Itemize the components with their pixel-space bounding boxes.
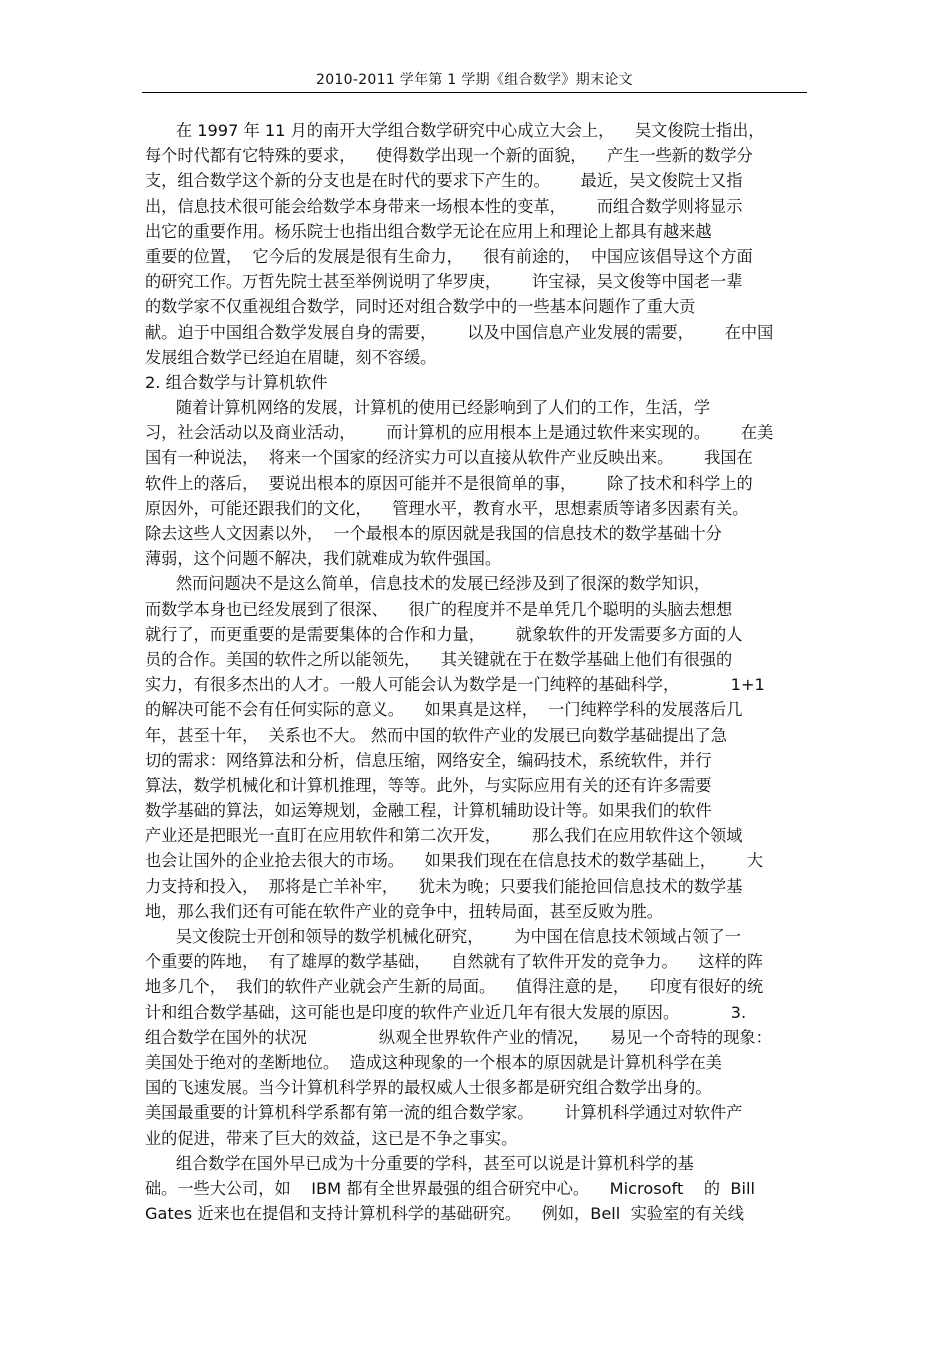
text-line: 的研究工作。万哲先院士甚至举例说明了华罗庚， 许宝禄，吴文俊等中国老一辈 bbox=[145, 272, 743, 292]
text-line: 每个时代都有它特殊的要求， 使得数学出现一个新的面貌， 产生一些新的数学分 bbox=[145, 146, 753, 166]
text-line: 员的合作。美国的软件之所以能领先， 其关键就在于在数学基础上他们有很强的 bbox=[145, 649, 733, 669]
text-line: 支，组合数学这个新的分支也是在时代的要求下产生的。 最近，吴文俊院士又指 bbox=[145, 171, 743, 191]
text-line: 出，信息技术很可能会给数学本身带来一场根本性的变革， 而组合数学则将显示 bbox=[145, 196, 743, 216]
text-line: 原因外，可能还跟我们的文化， 管理水平，教育水平，思想素质等诸多因素有关。 bbox=[145, 498, 749, 518]
text-line: Gates 近来也在提倡和支持计算机科学的基础研究。 例如，Bell 实验室的有关线 bbox=[145, 1204, 744, 1224]
text-line: 2. 组合数学与计算机软件 bbox=[145, 372, 328, 392]
text-line: 美国最重要的计算机科学系都有第一流的组合数学家。 计算机科学通过对软件产 bbox=[145, 1103, 743, 1123]
header-rule bbox=[142, 92, 807, 93]
text-line: 地，那么我们还有可能在软件产业的竞争中，扭转局面，甚至反败为胜。 bbox=[145, 901, 663, 921]
text-line: 年，甚至十年， 关系也不大。 然而中国的软件产业的发展已向数学基础提出了急 bbox=[145, 725, 727, 745]
text-line: 软件上的落后， 要说出根本的原因可能并不是很简单的事， 除了技术和科学上的 bbox=[145, 473, 753, 493]
text-line: 个重要的阵地， 有了雄厚的数学基础， 自然就有了软件开发的竞争力。 这样的阵 bbox=[145, 952, 764, 972]
text-line: 力支持和投入， 那将是亡羊补牢， 犹未为晚；只要我们能抢回信息技术的数学基 bbox=[145, 876, 743, 896]
page-header: 2010-2011 学年第 1 学期《组合数学》期末论文 bbox=[316, 72, 633, 88]
text-line: 也会让国外的企业抢去很大的市场。 如果我们现在在信息技术的数学基础上， 大 bbox=[145, 851, 764, 871]
text-line: 国有一种说法， 将来一个国家的经济实力可以直接从软件产业反映出来。 我国在 bbox=[145, 448, 753, 468]
text-line: 算法，数学机械化和计算机推理，等等。此外，与实际应用有关的还有许多需要 bbox=[145, 775, 712, 795]
text-line: 随着计算机网络的发展，计算机的使用已经影响到了人们的工作，生活，学 bbox=[145, 398, 711, 418]
text-line: 国的飞速发展。当今计算机科学界的最权威人士很多都是研究组合数学出身的。 bbox=[145, 1078, 712, 1098]
text-line: 美国处于绝对的垄断地位。 造成这种现象的一个根本的原因就是计算机科学在美 bbox=[145, 1052, 722, 1072]
text-line: 薄弱，这个问题不解决，我们就难成为软件强国。 bbox=[145, 549, 502, 569]
text-line: 重要的位置， 它今后的发展是很有生命力， 很有前途的， 中国应该倡导这个方面 bbox=[145, 246, 753, 266]
text-line: 在 1997 年 11 月的南开大学组合数学研究中心成立大会上， 吴文俊院士指出， bbox=[145, 121, 765, 140]
text-line: 计和组合数学基础，这可能也是印度的软件产业近几年有很大发展的原因。 3. bbox=[145, 1002, 747, 1022]
text-line: 除去这些人文因素以外， 一个最根本的原因就是我国的信息技术的数学基础十分 bbox=[145, 524, 722, 543]
text-line: 组合数学在国外早已成为十分重要的学科，甚至可以说是计算机科学的基 bbox=[145, 1153, 694, 1173]
text-line: 出它的重要作用。杨乐院士也指出组合数学无论在应用上和理论上都具有越来越 bbox=[145, 221, 712, 241]
text-line: 切的需求：网络算法和分析，信息压缩，网络安全，编码技术，系统软件，并行 bbox=[145, 750, 712, 770]
text-line: 就行了，而更重要的是需要集体的合作和力量， 就象软件的开发需要多方面的人 bbox=[145, 624, 743, 644]
text-line: 产业还是把眼光一直盯在应用软件和第二次开发， 那么我们在应用软件这个领域 bbox=[145, 826, 743, 846]
text-line: 的数学家不仅重视组合数学，同时还对组合数学中的一些基本问题作了重大贡 bbox=[145, 297, 696, 317]
text-line: 数学基础的算法，如运筹规划，金融工程，计算机辅助设计等。如果我们的软件 bbox=[145, 801, 712, 821]
text-line: 础。一些大公司，如 IBM 都有全世界最强的组合研究中心。 Microsoft 的 Bill bbox=[145, 1178, 755, 1198]
text-line: 而数学本身也已经发展到了很深、 很广的程度并不是单凭几个聪明的头脑去想想 bbox=[145, 599, 733, 619]
text-line: 然而问题决不是这么简单，信息技术的发展已经涉及到了很深的数学知识， bbox=[145, 574, 711, 594]
paper-body bbox=[145, 118, 810, 1226]
text-line: 地多几个， 我们的软件产业就会产生新的局面。 值得注意的是， 印度有很好的统 bbox=[145, 977, 764, 997]
text-line: 的解决可能不会有任何实际的意义。 如果真是这样， 一门纯粹学科的发展落后几 bbox=[145, 700, 743, 720]
text-line: 发展组合数学已经迫在眉睫，刻不容缓。 bbox=[145, 347, 437, 367]
text-line: 习，社会活动以及商业活动， 而计算机的应用根本上是通过软件来实现的。 在美 bbox=[145, 423, 774, 443]
text-line: 吴文俊院士开创和领导的数学机械化研究， 为中国在信息技术领域占领了一 bbox=[145, 927, 741, 946]
text-line: 献。迫于中国组合数学发展自身的需要， 以及中国信息产业发展的需要， 在中国 bbox=[145, 322, 774, 342]
text-line: 组合数学在国外的状况 纵观全世界软件产业的情况， 易见一个奇特的现象： bbox=[145, 1027, 772, 1047]
text-line: 业的促进，带来了巨大的效益，这已是不争之事实。 bbox=[145, 1128, 518, 1148]
text-line: 实力，有很多杰出的人才。一般人可能会认为数学是一门纯粹的基础科学， 1+1 bbox=[145, 675, 765, 695]
